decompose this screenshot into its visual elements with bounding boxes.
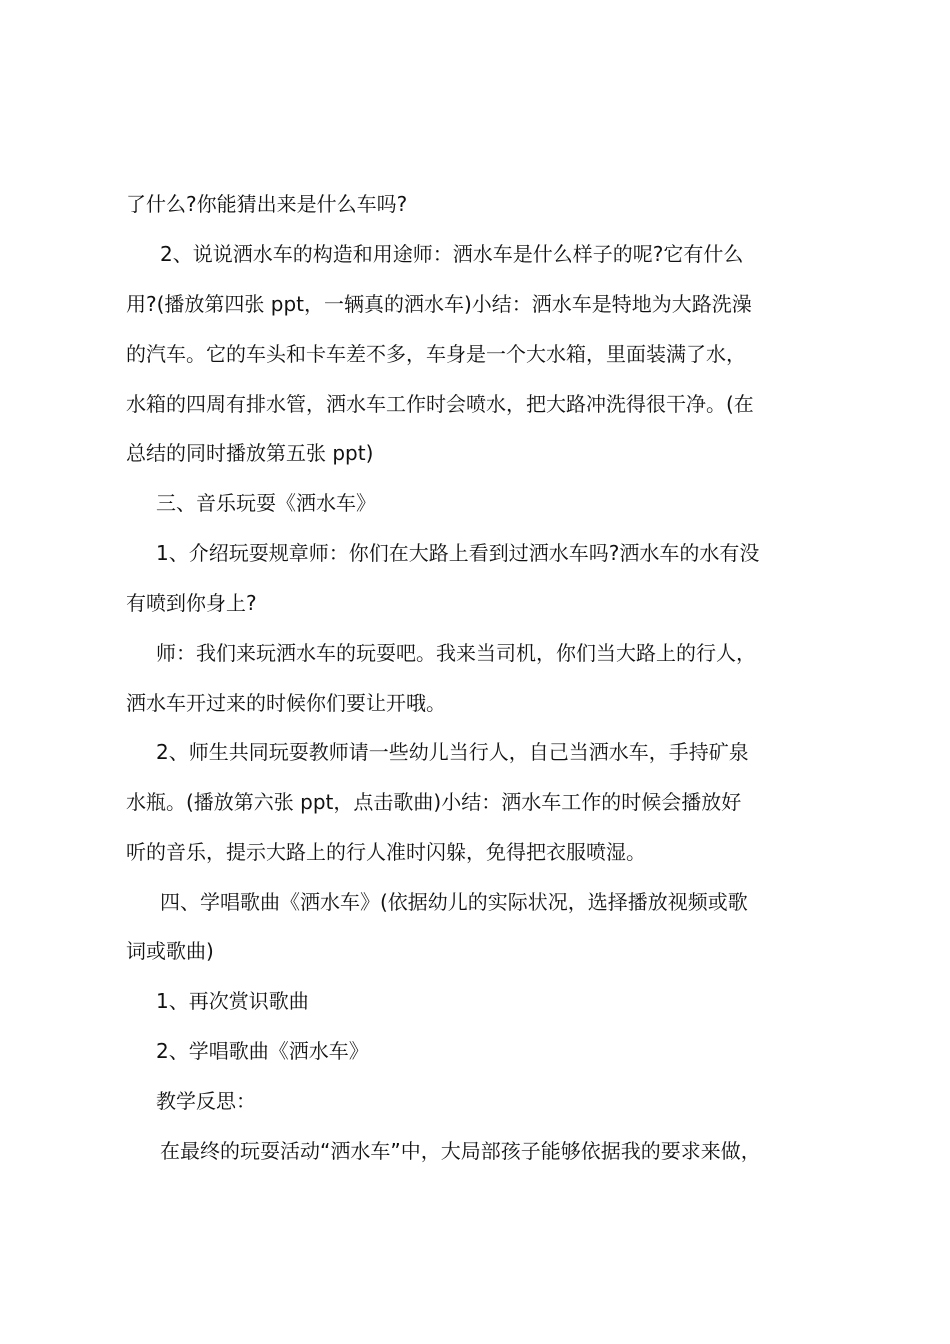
text-line: 1、再次赏识歌曲 bbox=[156, 989, 309, 1013]
text-line: 在最终的玩耍活动“洒水车”中，大局部孩子能够依据我的要求来做， bbox=[160, 1139, 761, 1163]
text-line: 词或歌曲) bbox=[126, 939, 214, 963]
text-line: 用?(播放第四张 ppt，一辆真的洒水车)小结：洒水车是特地为大路洗澡 bbox=[126, 292, 752, 316]
text-line: 水箱的四周有排水管，洒水车工作时会喷水，把大路冲洗得很干净。(在 bbox=[126, 392, 754, 416]
text-line: 听的音乐，提示大路上的行人准时闪躲，免得把衣服喷湿。 bbox=[126, 840, 646, 864]
text-line: 水瓶。(播放第六张 ppt，点击歌曲)小结：洒水车工作的时候会播放好 bbox=[126, 790, 742, 814]
text-line: 师：我们来玩洒水车的玩耍吧。我来当司机，你们当大路上的行人， bbox=[156, 641, 756, 665]
section-heading: 四、学唱歌曲《洒水车》(依据幼儿的实际状况，选择播放视频或歌 bbox=[160, 890, 748, 914]
text-line: 2、师生共同玩耍教师请一些幼儿当行人，自己当洒水车，手持矿泉 bbox=[156, 740, 749, 764]
text-line: 的汽车。它的车头和卡车差不多，车身是一个大水箱，里面装满了水， bbox=[126, 342, 746, 366]
text-line: 了什么?你能猜出来是什么车吗? bbox=[126, 192, 408, 216]
text-line: 1、介绍玩耍规章师：你们在大路上看到过洒水车吗?洒水车的水有没 bbox=[156, 541, 760, 565]
text-line: 2、说说洒水车的构造和用途师：洒水车是什么样子的呢?它有什么 bbox=[160, 242, 744, 266]
text-line: 有喷到你身上? bbox=[126, 591, 257, 615]
section-heading: 三、音乐玩耍《洒水车》 bbox=[156, 491, 376, 515]
text-line: 总结的同时播放第五张 ppt) bbox=[126, 441, 374, 465]
text-line: 2、学唱歌曲《洒水车》 bbox=[156, 1039, 369, 1063]
text-line: 洒水车开过来的时候你们要让开哦。 bbox=[126, 691, 446, 715]
section-heading: 教学反思： bbox=[156, 1089, 256, 1113]
